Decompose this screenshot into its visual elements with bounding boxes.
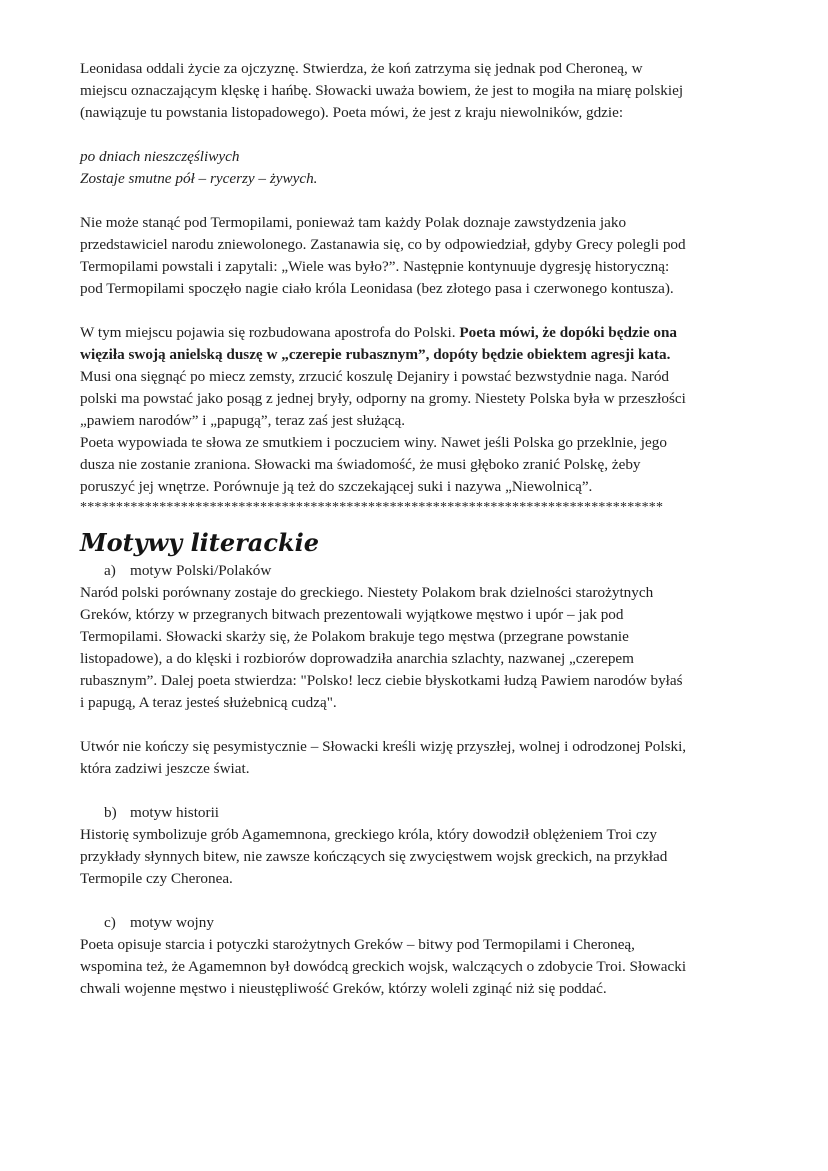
text-line: miejscu oznaczającym klęskę i hańbę. Słowacki uważa bowiem, że jest to mogiła na miarę polskiej bbox=[80, 82, 684, 99]
motif-c-body bbox=[80, 934, 768, 1000]
paragraph-apostrofa bbox=[80, 322, 768, 498]
text-line: Termopile czy Cheronea. bbox=[80, 870, 233, 887]
motif-title: motyw Polski/Polaków bbox=[130, 562, 272, 579]
text-line: Termopilami. Słowacki skarży się, że Polakom brakuje tego męstwa (przegrane powstanie bbox=[80, 628, 629, 645]
text-line: Naród polski porównany zostaje do greckiego. Niestety Polakom brak dzielności starożytnych bbox=[80, 584, 654, 601]
text-line: która zadziwi jeszcze świat. bbox=[80, 760, 250, 777]
bold-text: Poeta mówi, że dopóki będzie ona bbox=[459, 324, 678, 341]
text-line: Historię symbolizuje grób Agamemnona, greckiego króla, który dowodził oblężeniem Troi czy bbox=[80, 826, 657, 843]
text-line: polski ma powstać jako posąg z jednej bryły, odporny na gromy. Niestety Polska była w przeszłości bbox=[80, 390, 686, 407]
text-line: wspomina też, że Agamemnon był dowódcą greckich wojsk, walczących o zdobycie Troi. Słowacki bbox=[80, 958, 687, 975]
motif-a-body bbox=[80, 582, 768, 714]
text-line: chwali wojenne męstwo i nieustępliwość Greków, którzy woleli zginąć niż się poddać. bbox=[80, 980, 607, 997]
quote-line: Zostaje smutne pół – rycerzy – żywych. bbox=[80, 170, 318, 187]
text-line: (nawiązuje tu powstania listopadowego). Poeta mówi, że jest z kraju niewolników, gdzie: bbox=[80, 104, 624, 121]
text-line: Nie może stanąć pod Termopilami, ponieważ tam każdy Polak doznaje zawstydzenia jako bbox=[80, 214, 627, 231]
text-line: W tym miejscu pojawia się rozbudowana apostrofa do Polski. bbox=[80, 324, 460, 341]
list-marker: b) bbox=[104, 804, 117, 821]
motif-a-heading bbox=[80, 560, 768, 582]
motif-a-conclusion bbox=[80, 736, 768, 780]
text-line: dusza nie zostanie zraniona. Słowacki ma świadomość, że musi głęboko zranić Polskę, żeby bbox=[80, 456, 641, 473]
section-heading: Motywy literackie bbox=[80, 528, 319, 557]
text-line: Utwór nie kończy się pesymistycznie – Słowacki kreśli wizję przyszłej, wolnej i odrodzonej Polski, bbox=[80, 738, 687, 755]
list-marker: c) bbox=[104, 914, 116, 931]
motif-title: motyw historii bbox=[130, 804, 220, 821]
list-marker: a) bbox=[104, 562, 116, 579]
motif-b-body bbox=[80, 824, 768, 890]
text-line: Poeta opisuje starcia i potyczki starożytnych Greków – bitwy pod Termopilami i Cheroneą, bbox=[80, 936, 635, 953]
text-line: Musi ona sięgnąć po miecz zemsty, zrzucić koszulę Dejaniry i powstać bezwstydnie naga. Naród bbox=[80, 368, 670, 385]
text-line: przykłady słynnych bitew, nie zawsze kończących się zwycięstwem wojsk greckich, na przykład bbox=[80, 848, 668, 865]
motif-title: motyw wojny bbox=[130, 914, 214, 931]
paragraph-termopile bbox=[80, 212, 768, 300]
asterisk-divider: ********************************************************************************* bbox=[80, 500, 664, 515]
text-line: listopadowe), a do klęski i rozbiorów doprowadziła anarchia szlachty, nazwanej „czerepem bbox=[80, 650, 634, 667]
text-line: Termopilami powstali i zapytali: „Wiele was było?”. Następnie kontynuuje dygresję historyczną: bbox=[80, 258, 670, 275]
quote-line: po dniach nieszczęśliwych bbox=[80, 148, 240, 165]
text-line: Poeta wypowiada te słowa ze smutkiem i poczuciem winy. Nawet jeśli Polska go przeklnie, jego bbox=[80, 434, 667, 451]
quote-block bbox=[80, 146, 768, 190]
text-line: przedstawiciel narodu zniewolonego. Zastanawia się, co by odpowiedział, gdyby Grecy polegli pod bbox=[80, 236, 686, 253]
text-line: rubasznym”. Dalej poeta stwierdza: "Polsko! lecz ciebie błyskotkami łudzą Pawiem narodów byłaś bbox=[80, 672, 683, 689]
motif-c-heading bbox=[80, 912, 768, 934]
text-line: Greków, którzy w przegranych bitwach prezentowali wyjątkowe męstwo i upór – jak pod bbox=[80, 606, 624, 623]
bold-text: więziła swoją anielską duszę w „czerepie rubasznym”, dopóty będzie obiektem agresji kata. bbox=[80, 346, 671, 363]
text-line: i papugą, A teraz jesteś służebnicą cudzą". bbox=[80, 694, 337, 711]
motif-b-heading bbox=[80, 802, 768, 824]
text-line: Leonidasa oddali życie za ojczyznę. Stwierdza, że koń zatrzyma się jednak pod Cheroneą, w bbox=[80, 60, 643, 77]
text-line: „pawiem narodów” i „papugą”, teraz zaś jest służącą. bbox=[80, 412, 406, 429]
text-line: poruszyć jej wnętrze. Porównuje ją też do szczekającej suki i nazywa „Niewolnicą”. bbox=[80, 478, 593, 495]
paragraph-leonidas bbox=[80, 58, 768, 124]
text-line: pod Termopilami spoczęło nagie ciało króla Leonidasa (bez złotego pasa i czerwonego kontusza). bbox=[80, 280, 674, 297]
